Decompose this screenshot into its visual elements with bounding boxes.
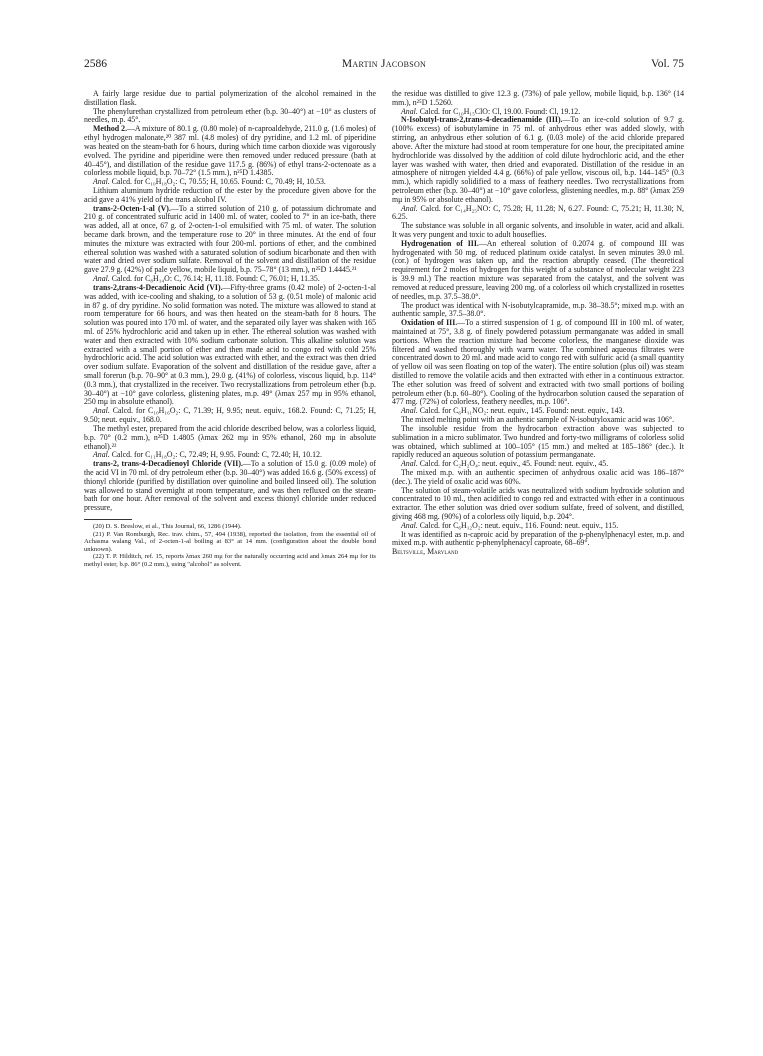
- volume-label: Vol. 75: [650, 58, 684, 70]
- footnote: (20) D. S. Breslow, et al., This Journal, 66, 1286 (1944).: [93, 523, 242, 530]
- analysis-paragraph: Anal. Calcd. for C₁₁H₁₈O₂: C, 72.49; H, 9.95. Found: C, 72.40; H, 10.12.: [93, 450, 322, 460]
- paragraph: The product was identical with N-isobutylcapramide, m.p. 38–38.5°; mixed m.p. with an authentic sample, 37.5–38.0°.: [392, 300, 684, 319]
- analysis-paragraph: Anal. Calcd. for C₁₀H₁₅ClO: Cl, 19.00. Found: Cl, 19.12.: [401, 106, 581, 116]
- paragraph: The solution of steam-volatile acids was neutralized with sodium hydroxide solution and concentrated to 10 ml., then acidified to congo red and extracted with ether in a continuous extractor. The ether solution was dried over sodium sulfate, freed of solvent, and distilled, giving 468 mg. (90%) of a colorless oily liquid, b.p. 204°.: [392, 485, 684, 521]
- paragraph: The mixed m.p. with an authentic specimen of anhydrous oxalic acid was 186–187° (dec.). The yield of oxalic acid was 60%.: [392, 467, 684, 486]
- paragraph: Lithium aluminum hydride reduction of the ester by the procedure given above for the acid gave a 41% yield of the trans alcohol IV.: [84, 185, 376, 204]
- footnote: (21) P. Van Romburgh, Rec. trav. chim., 57, 494 (1938), reported the isolation, from the essential oil of Achasma walang Val., of 2-octen-1-al boiling at 83° at 14 mm. (configuration about the double bond unknown).: [84, 530, 376, 553]
- section-heading: trans-2, trans-4-Decadienoyl Chloride (VII).: [93, 459, 243, 469]
- paragraph: The insoluble residue from the hydrocarbon extraction above was subjected to sublimation in a micro sublimator. Two hundred and forty-two milligrams of colorless solid was obtained, which sublimed at 100–105° (15 mm.) and melted at 185–186° (dec.). It rapidly reduced an aqueous solution of potassium permanganate.: [392, 423, 684, 460]
- analysis-paragraph: Anal. Calcd. for C₈H₁₄O: C, 76.14; H, 11.18. Found: C, 76.01; H, 11.35.: [93, 274, 320, 284]
- page-number: 2586: [84, 58, 107, 70]
- left-column: [84, 90, 376, 568]
- footnote-rule: [84, 519, 132, 520]
- analysis-paragraph: Anal. Calcd. for C₁₄H₂₅NO: C, 75.28; H, 11.28; N, 6.27. Found: C, 75.21; H, 11.30; N, 6.25.: [392, 203, 684, 222]
- paragraph: A fairly large residue due to partial polymerization of the alcohol remained in the distillation flask.: [84, 89, 376, 107]
- analysis-paragraph: Anal. Calcd. for C₁₀H₁₈O₂: C, 70.55; H, 10.65. Found: C, 70.49; H, 10.53.: [93, 177, 326, 187]
- section-heading: Oxidation of III.: [401, 318, 458, 328]
- footnote: (22) T. P. Hilditch, ref. 15, reports λmax 260 mμ for the naturally occurring acid and λmax 264 mμ for its methyl ester, b.p. 86° (0.2 mm.), using "alcohol" as solvent.: [84, 553, 376, 568]
- paragraph: The phenylurethan crystallized from petroleum ether (b.p. 30–40°) at −10° as clusters of needles, m.p. 45°.: [84, 106, 376, 125]
- analysis-paragraph: Anal. Calcd. for C₆H₁₁NO₂: neut. equiv., 145. Found: neut. equiv., 143.: [401, 406, 625, 416]
- paragraph: The methyl ester, prepared from the acid chloride described below, was a colorless liquid, b.p. 70° (0.2 mm.), n²⁵D 1.4805 (λmax 262 mμ in 95% ethanol, 260 mμ in absolute ethanol).²²: [84, 423, 376, 451]
- paragraph: Oxidation of III.—To a stirred suspension of 1 g. of compound III in 100 ml. of water, maintained at 75°, 3.8 g. of finely powdered potassium permanganate was added in small portions. When the reaction mixture had become colorless, the manganese dioxide was filtered and washed thoroughly with warm water. The combined aqueous filtrates were concentrated down to 20 ml. and made acid to congo red with sulfuric acid (a small quantity of yellow oil was seen floating on top of the water). The entire solution (plus oil) was steam distilled to remove the volatile acids and then extracted with ether in a continuous extractor. The ether solution was freed of solvent and extracted with two small portions of boiling petroleum ether (b.p. 60–80°). Cooling of the hydrocarbon solution caused the separation of 477 mg. (72%) of colorless, feathery needles, m.p. 106°.: [392, 318, 684, 407]
- analysis-paragraph: Anal. Calcd. for C₂H₂O₄: neut. equiv., 45. Found: neut. equiv., 45.: [401, 459, 609, 469]
- paragraph: N-Isobutyl-trans-2,trans-4-decadienamide (III).—To an ice-cold solution of 9.7 g. (100% excess) of isobutylamine in 75 ml. of anhydrous ether was added slowly, with stirring, an anhydrous ether solution of 6.1 g. (0.03 mole) of the acid chloride prepared above. After the mixture had stood at room temperature for one hour, the precipitated amine hydrochloride was dissolved by the addition of cold dilute hydrochloric acid, and the ether layer was washed with water, then dried and evaporated. Distillation of the residue in an atmosphere of nitrogen yielded 4.4 g. (66%) of pale yellow, viscous oil, b.p. 144–145° (0.3 mm.), which rapidly solidified to a mass of feathery needles. Two recrystallizations from petroleum ether (b.p. 30–40°) at −10° gave colorless, glistening needles, m.p. 88° (λmax 259 mμ in 95% or absolute ethanol).: [392, 115, 684, 204]
- section-heading: Hydrogenation of III.: [401, 238, 479, 248]
- running-header: [84, 58, 684, 74]
- paragraph: Hydrogenation of III.—An ethereal solution of 0.2074 g. of compound III was hydrogenated with 50 mg. of reduced platinum oxide catalyst. In seven minutes 39.0 ml. (cor.) of hydrogen was taken up, and the reaction abruptly ceased. (The theoretical requirement for 2 moles of hydrogen for this weight of a substance of molecular weight 223 is 39.9 ml.) The reaction mixture was separated from the catalyst, and the solvent was removed at reduced pressure, leaving 200 mg. of a colorless oil which crystallized in rosettes of needles, m.p. 37.5–38.0°.: [392, 238, 685, 301]
- paragraph: trans-2-Octen-1-al (V).—To a stirred solution of 210 g. of potassium dichromate and 210 g. of concentrated sulfuric acid in 1400 ml. of water, cooled to 7° in an ice-bath, there was added, all at once, 67 g. of 2-octen-1-ol emulsified with 75 ml. of water. The solution became dark brown, and the temperature rose to 20° in three minutes. At the end of four minutes the mixture was extracted with four 200-ml. portions of ether, and the combined ethereal solution was washed with a saturated solution of sodium bicarbonate and then with water and dried over sodium sulfate. Removal of the solvent and distillation of the residue gave 27.9 g. (42%) of pale yellow, mobile liquid, b.p. 75–78° (13 mm.), n²⁵D 1.4445.²¹: [84, 203, 376, 275]
- paragraph: the residue was distilled to give 12.3 g. (73%) of pale yellow, mobile liquid, b.p. 136° (14 mm.), n²⁵D 1.5260.: [392, 89, 684, 107]
- right-column: [392, 90, 684, 557]
- paragraph: The mixed melting point with an authentic sample of N-isobutyloxamic acid was 106°.: [401, 415, 675, 425]
- analysis-paragraph: Anal. Calcd. for C₆H₁₂O₂: neut. equiv., 116. Found: neut. equiv., 115.: [401, 520, 619, 530]
- paragraph: It was identified as n-caproic acid by preparation of the p-phenylphenacyl ester, m.p. and mixed m.p. with authentic p-phenylphenacyl caproate, 68–69°.: [392, 529, 684, 548]
- author-location: Beltsville, Maryland: [392, 547, 459, 557]
- author-name: Martin Jacobson: [341, 58, 427, 70]
- paragraph: The substance was soluble in all organic solvents, and insoluble in water, acid and alkali. It was very pungent and toxic to adult houseflies.: [392, 221, 684, 239]
- paragraph: trans-2,trans-4-Decadienoic Acid (VI).—Fifty-three grams (0.42 mole) of 2-octen-1-al was added, with ice-cooling and shaking, to a solution of 53 g. (0.51 mole) of malonic acid in 87 g. of dry pyridine. No solid formation was noted. The mixture was allowed to stand at room temperature for 66 hours, and was then heated on the steam-bath for 8 hours. The solution was poured into 170 ml. of water, and the separated oily layer was shaken with 165 ml. of 25% hydrochloric acid and taken up in ether. The ethereal solution was washed with water and then extracted with 10% sodium carbonate solution. This alkaline solution was extracted with a small portion of ether and then made acid to congo red with cold 25% hydrochloric acid. The acid solution was extracted with ether, and the extract was then dried over sodium sulfate. Evaporation of the solvent and distillation of the residue gave, after a small forerun (b.p. 70–90° at 0.3 mm.), 29.0 g. (41%) of colorless, viscous liquid, b.p. 114° (0.3 mm.), that crystallized in the receiver. Two recrystallizations from petroleum ether (b.p. 30–40°) at −10° gave colorless, glistening plates, m.p. 49° (λmax 257 mμ in 95% ethanol, 250 mμ in absolute ethanol).: [84, 282, 376, 407]
- section-heading: trans-2,trans-4-Decadienoic Acid (VI).: [93, 282, 223, 292]
- section-heading: trans-2-Octen-1-al (V).: [93, 203, 171, 213]
- paragraph: Method 2.—A mixture of 80.1 g. (0.80 mole) of n-caproaldehyde, 211.0 g. (1.6 moles) of ethyl hydrogen malonate,²⁰ 387 ml. (4.8 moles) of dry pyridine, and 1.2 ml. of piperidine was heated on the steam-bath for 6 hours, during which time carbon dioxide was vigorously evolved. The pyridine and piperidine were then removed under reduced pressure (bath at 40–45°), and distillation of the residue gave 117.5 g. (86%) of ethyl trans-2-octenoate as a colorless mobile liquid, b.p. 70–72° (1.5 mm.), n²⁵D 1.4385.: [84, 124, 376, 178]
- paragraph: trans-2, trans-4-Decadienoyl Chloride (VII).—To a solution of 15.0 g. (0.09 mole) of the acid VI in 70 ml. of dry petroleum ether (b.p. 30–40°) was added 16.6 g. (50% excess) of thionyl chloride (purified by distillation over quinoline and boiled linseed oil). The solution was allowed to stand overnight at room temperature, and was then refluxed on the steam-bath for one hour. After removal of the solvent and excess thionyl chloride under reduced pressure,: [84, 459, 376, 513]
- section-heading: N-Isobutyl-trans-2,trans-4-decadienamide (III).: [401, 115, 563, 125]
- section-heading: Method 2.: [93, 124, 128, 134]
- analysis-paragraph: Anal. Calcd. for C₁₀H₁₆O₂: C, 71.39; H, 9.95; neut. equiv., 168.2. Found: C, 71.25; H, 9.50; neut. equiv., 168.0.: [84, 406, 376, 425]
